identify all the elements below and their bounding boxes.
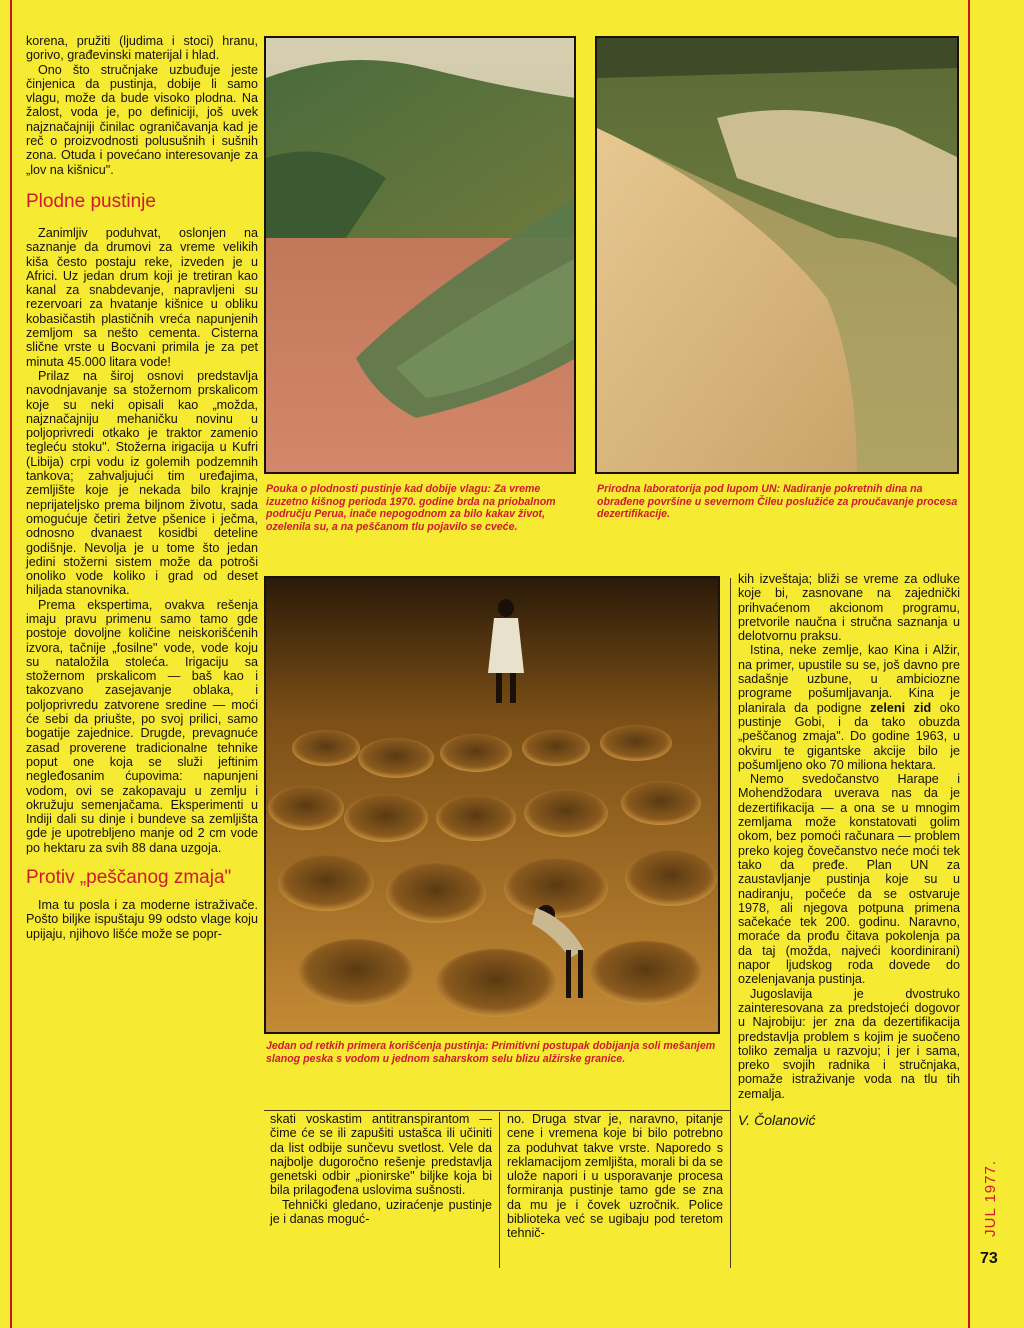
paragraph: Prilaz na široj osnovi predstavlja navodnjavanje sa stožernom prskalicom koje su neki opisali kao „možda, najznačajniju mehaničku novinu u poljoprivredi otkako je traktor zamenio tegleću stoku". Stožerna irigacija u Kufri (Libija) crpi vodu iz golemih podzemnih tankova; zahvaljujući tim uređajima, zemljište koje je nekada bilo krajnje neprijateljsko prema biljnom životu, sada omogućuje četiri žetve pšenice i ječma, odnosno dvanaest kosidbi deteline godišnje. Nevolja je u tome što jedan jedini stožerni sistem može da potroši onoliko vode koliko i grad od deset hiljada stanovnika.: [26, 368, 258, 598]
photo-sahara-salt-pits: [264, 576, 720, 1034]
section-heading: Plodne pustinje: [26, 190, 156, 212]
issue-date: JUL 1977.: [982, 1160, 999, 1237]
paragraph: Prema ekspertima, ovakva rešenja imaju pravu primenu samo tamo gde postoje dovoljne količine neiskorišćenih izvora, tačnije „fosilne" vode, vode koju su nataložila stoleća. Irigaciju sa stožernom prskalicom — baš kao i takozvano zasejavanje oblaka, i poljoprivredu zatvorene sredine — moći će sebi da priušte, po svoj prilici, samo bogatije zajednice. Drugde, prevagnuće zasad proverene tradicionalne tehnike poput one koja se služi jeftinim neglеđosanim ćupovima: napunjeni vodom, ovi se zakopavaju u zemlju i okružuju semenjačama. Eksperimenti u Indiji dali su dinje i bundeve sa zemljišta gde je upotrebljeno manje od 2 cm vode po hektaru za svih 88 dana uzgoja.: [26, 597, 258, 855]
column-1: [26, 34, 258, 941]
section-heading: Protiv „peščanog zmaja": [26, 867, 232, 889]
frame-right: [968, 0, 970, 1328]
column-divider: [730, 578, 731, 1268]
page-footer: [982, 1160, 1002, 1280]
paragraph: Jugoslavija je dvostruko zainteresovana za predstojeći dogovor u Najrobiju: jer zna da dezertifikacija predstavlja problem s kojim je suočeno toliko zemalja u razvoju; i jer i sama, preko svojih radnika i stručnjaka, pomaže istraživanje voda na tlu tih zemalja.: [738, 986, 960, 1101]
caption-photo-3: Jedan od retkih primera korišćenja pustinja: Primitivni postupak dobijanja soli mešanjem slanog peska s vodom u jednom saharskom selu blizu alžirske granice.: [266, 1040, 716, 1065]
photo-chile-dunes: [595, 36, 959, 474]
column-divider: [499, 1112, 500, 1268]
page-number: 73: [980, 1250, 998, 1267]
text-run: Istina, neke zemlje, kao Kina i Alžir, na primer, upustile su se, još davno pre sadašnje uzbune, u ambiciozne programe pošumljavanja. Kina je planirala da podigne: [738, 643, 960, 715]
paragraph: [738, 643, 960, 772]
paragraph: kih izveštaja; bliži se vreme za odluke koje bi, zasnovane na zajednički prihvaćenom akcionom programu, pretvorile naučna i stručna saznanja u delotvornu praksu.: [738, 572, 960, 644]
frame-left: [10, 0, 12, 1328]
photo-peru-hills: [264, 36, 576, 474]
photo-peru-hills-image: [266, 38, 576, 474]
text-run: oko pustinje Gobi, i da tako obuzda „peščanog zmaja". Do godine 1963, u okviru te gigantske akcije bilo je pošumljeno oko 70 miliona hektara.: [738, 700, 961, 772]
author-signature: V. Čolanović: [738, 1111, 816, 1128]
caption-photo-2: Prirodna laboratorija pod lupom UN: Nadiranje pokretnih dina na obrađene površine u severnom Čileu poslužiće za proučavanje procesa dezertifikacije.: [597, 483, 958, 521]
paragraph: Ono što stručnjake uzbuđuje jeste činjenica da pustinja, dobije li samo vlagu, može da bude visoko plodna. Na žalost, voda je, po definiciji, još uvek najznačajniji činilac ograničavanja kad je reč o proizvodnosti polusušnih i sušnih zona. Otuda i povećano interesovanje za „lov na kišnicu".: [26, 62, 258, 177]
paragraph: korena, pružiti (ljudima i stoci) hranu, gorivo, građevinski materijal i hlad.: [26, 34, 258, 63]
paragraph: Nemo svedočanstvo Harape i Mohendžodara uverava nas da je dezertifikacija — a ona se u mnogim zemljama može konstatovati golim okom, bez pomoći računara — problem preko kojeg čovečanstvo neće moći tek tako da pređe. Plan UN za zaustavljanje pustinja koje su u nadiranju, počeće da se ostvaruje 1978, ali njegova potpuna primena sačekaće tek 200. godinu. Naravno, moraće da prođu čitava pokolenja pa da taj (možda, najveći koordinirani) napor ljudskog roda dovede do ozelenjavanja pustinja.: [738, 772, 960, 987]
caption-photo-1: Pouka o plodnosti pustinje kad dobije vlagu: Za vreme izuzetno kišnog perioda 1970. godine brda na priobalnom području Perua, inače nepogodnom za bilo kakav život, ozelenila su, a na peščanom tlu pojavilo se cveće.: [266, 483, 556, 533]
row-divider: [264, 1110, 730, 1111]
paragraph: Zanimljiv poduhvat, oslonjen na saznanje da drumovi za vreme velikih kiša često postaju reke, izveden je u Africi. Uz jedan drum koji je tretiran kao kanal za snabdevanje, napravljeni su rezervoari za hvatanje kišnice u obliku kobasičastih plastičnih vreća napunjenih zemljom sa nešto cementa. Cisterna slične vrste u Bocvani primila je za pet minuta 45.000 litara vode!: [26, 225, 258, 369]
highlight-green-wall: zeleni zid: [870, 700, 932, 715]
paragraph: Ima tu posla i za moderne istraživače. Pošto biljke ispuštaju 99 odsto vlage koju upijaju, njihovo lišće može se popr-: [26, 898, 258, 941]
column-2: [270, 1112, 492, 1226]
paragraph: Tehnički gledano, uziraćenje pustinje je i danas moguć-: [270, 1197, 492, 1227]
column-3: [507, 1112, 723, 1241]
paragraph: skati voskastim antitranspirantom — čime će se ili zapušiti ustašca ili učiniti da list odbije sunčevu svetlost. Vele da najbolje dugoročno rešenje predstavlja genetski odbir „pionirske" biljke koja bi bila prilagođena uslovima sušnosti.: [270, 1112, 492, 1198]
photo-chile-dunes-image: [597, 38, 959, 474]
photo-sahara-salt-pits-image: [266, 578, 720, 1034]
paragraph: no. Druga stvar je, naravno, pitanje cene i vremena koje bi bilo potrebno za poduhvat takve vrste. Naporedo s reklamacijom zemljišta, morali bi da se ulože napori i u usporavanje procesa formiranja pustinje tamo gde se zna da mu je i čovek uzročnik. Police biblioteka već se ugibaju pod teretom tehnič-: [507, 1112, 723, 1241]
column-4: [738, 572, 960, 1127]
